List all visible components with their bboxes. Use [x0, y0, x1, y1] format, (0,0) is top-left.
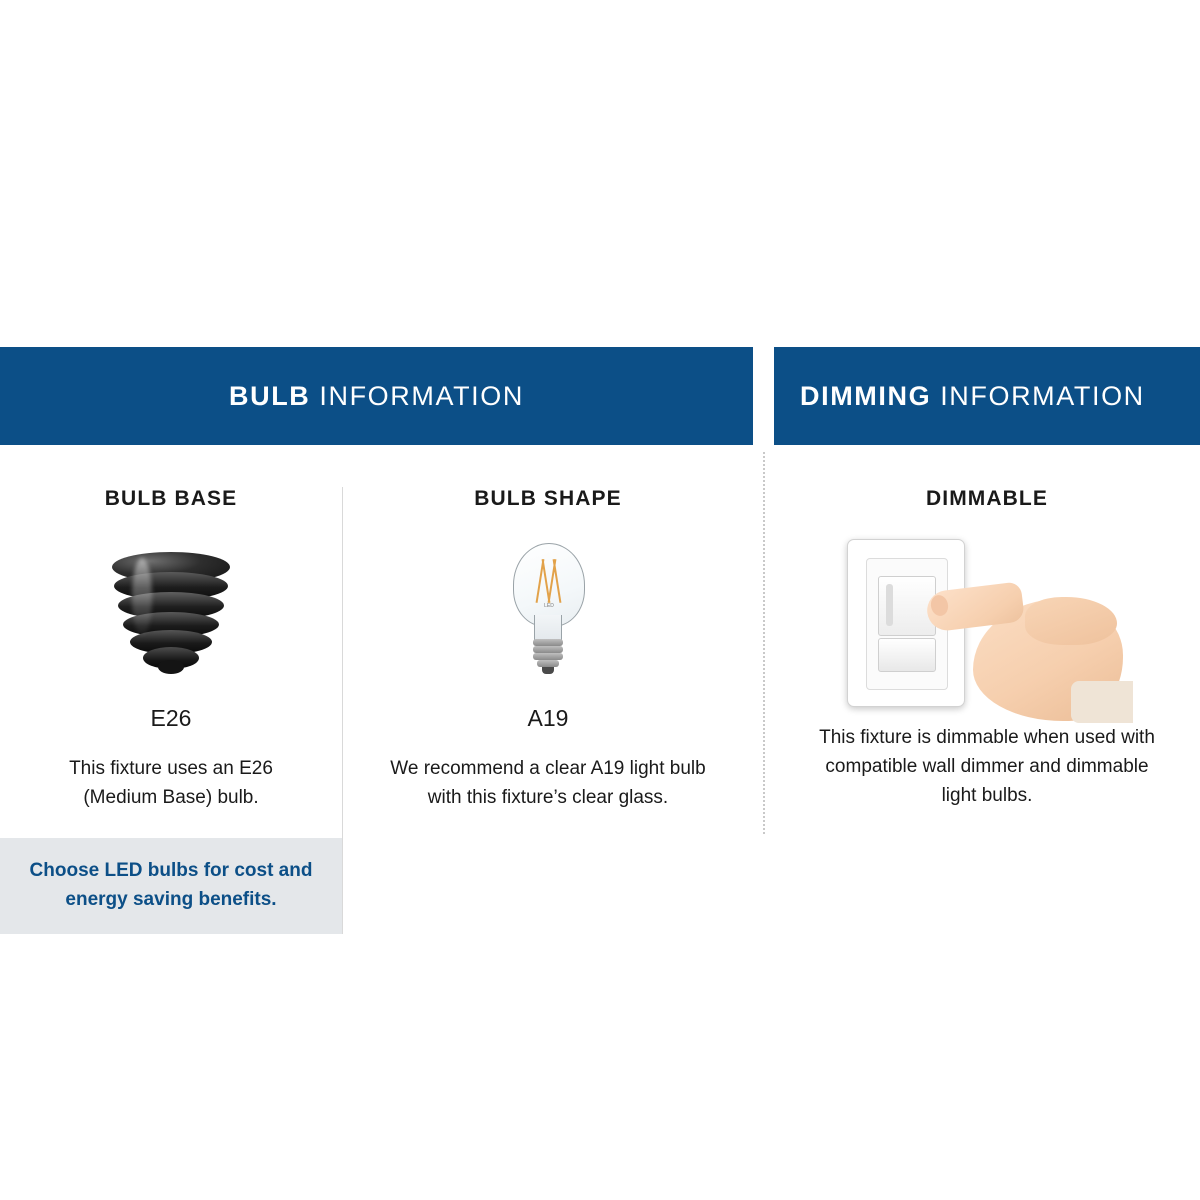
bulb-base-value: E26 [150, 705, 192, 731]
dimming-information-body [774, 445, 1200, 810]
base-thread [537, 660, 559, 667]
base-thread [533, 646, 563, 653]
led-bulb-tip: Choose LED bulbs for cost and energy saving benefits. [0, 838, 342, 934]
bulb-information-body [0, 445, 753, 934]
lamp-socket-icon [0, 533, 342, 693]
a19-light-bulb-icon [343, 533, 753, 693]
bulb-base-description: This fixture uses an E26 (Medium Base) bulb. [69, 758, 273, 808]
base-contact-tip [542, 667, 554, 674]
dimmable-description: This fixture is dimmable when used with compatible wall dimmer and dimmable light bulbs. [819, 727, 1155, 806]
dimming-information-panel [774, 347, 1200, 810]
socket-highlight [132, 558, 152, 636]
base-thread [533, 639, 563, 646]
dimmer-switch-graphic [837, 533, 1137, 723]
bulb-information-header [0, 347, 753, 445]
bulb-shape-column [342, 487, 753, 934]
bulb-base-title: BULB BASE [104, 487, 238, 510]
socket-tip [158, 660, 184, 674]
dimmable-title: DIMMABLE [926, 487, 1048, 510]
dimmer-slider-slot [886, 584, 893, 626]
panel-divider [763, 452, 765, 834]
bulb-etched-marking: LED [544, 603, 554, 609]
bulb-screw-base [533, 639, 563, 671]
dimming-information-header [774, 347, 1200, 445]
base-thread [533, 653, 563, 660]
bulb-neck [534, 615, 562, 641]
wall-dimmer-switch-with-hand-icon [774, 533, 1200, 723]
lamp-socket-graphic [112, 552, 230, 674]
bulb-base-column [0, 487, 342, 934]
bulb-information-panel [0, 347, 753, 934]
bulb-shape-description: We recommend a clear A19 light bulb with this fixture’s clear glass. [390, 758, 706, 808]
a19-bulb-graphic [509, 543, 587, 683]
hand-knuckles [1025, 597, 1117, 645]
bulb-filament [536, 559, 560, 603]
dimming-header-bold-text: DIMMING [800, 380, 932, 411]
dimming-header-light-text: INFORMATION [940, 380, 1145, 411]
dimmable-column [774, 487, 1200, 810]
bulb-header-bold-text: BULB [229, 380, 311, 411]
bulb-header-light-text: INFORMATION [319, 380, 524, 411]
bulb-shape-title: BULB SHAPE [474, 487, 622, 510]
sleeve-cuff [1071, 681, 1133, 723]
hand-graphic [921, 561, 1131, 723]
bulb-shape-value: A19 [527, 705, 569, 731]
